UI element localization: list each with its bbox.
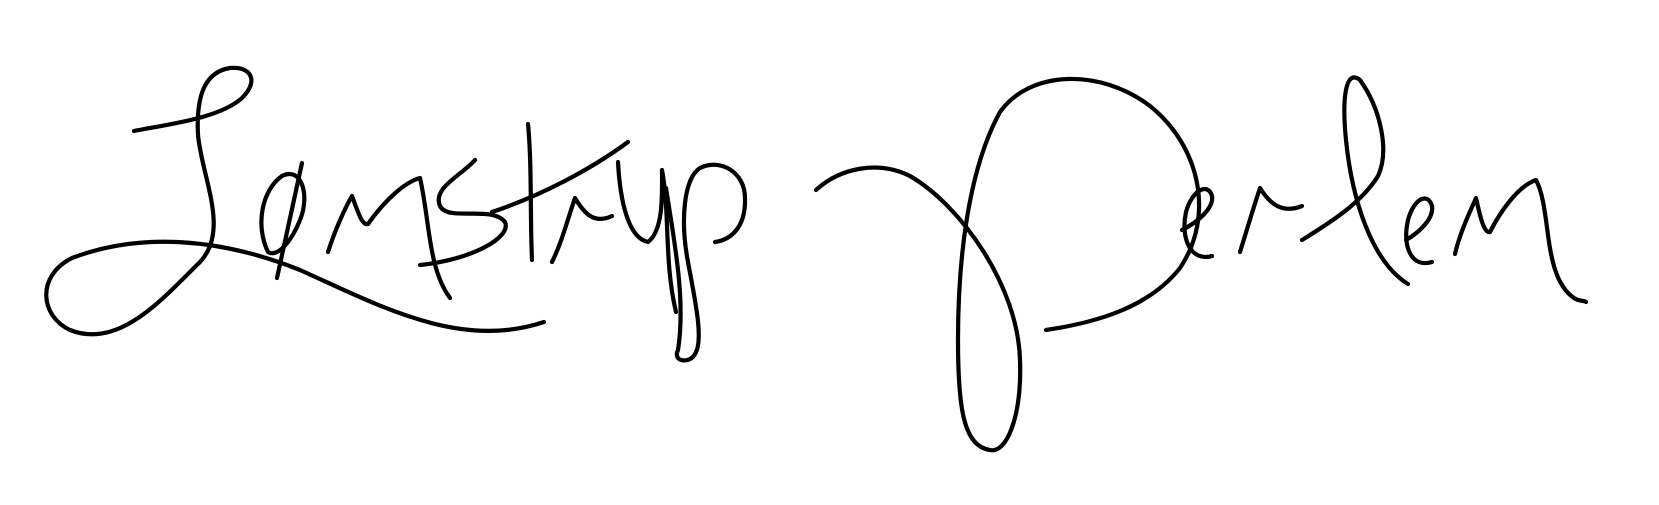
logo-word-lonstrup	[46, 68, 745, 361]
logo-word-perlen	[816, 77, 1586, 450]
letter-u-stroke	[618, 162, 676, 312]
letter-e-stroke-2	[1406, 198, 1432, 263]
letter-n-stroke-2	[1455, 180, 1586, 302]
letter-p-stroke	[666, 165, 745, 361]
letter-l-stroke-2	[1302, 77, 1408, 284]
letter-n-stroke	[328, 178, 450, 298]
letter-t-stem	[528, 124, 532, 260]
letter-r-stroke	[552, 198, 612, 262]
letter-t-cross	[492, 142, 628, 212]
letter-r-stroke-2	[1240, 188, 1302, 252]
letter-p-capital-stroke	[816, 79, 1199, 450]
